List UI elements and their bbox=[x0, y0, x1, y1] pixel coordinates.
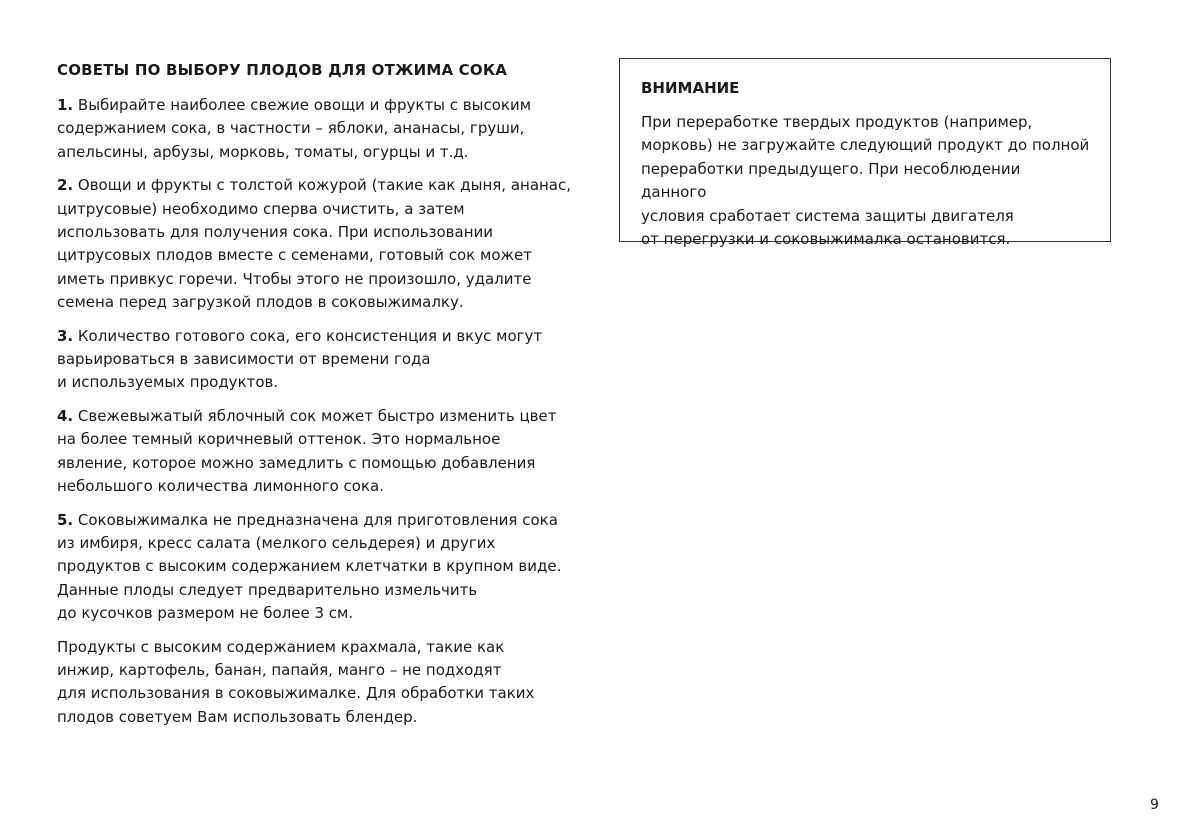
tip-number: 5. bbox=[57, 510, 74, 529]
tip-text: Выбирайте наиболее свежие овощи и фрукты с высоким содержанием сока, в частности – яблоки, ананасы, груши, апельсины, арбузы, морковь, томаты, огурцы и т.д. bbox=[57, 96, 532, 161]
tip-number: 2. bbox=[57, 176, 74, 195]
page-number: 9 bbox=[1150, 797, 1159, 813]
tip-number: 1. bbox=[57, 96, 74, 114]
section-title: СОВЕТЫ ПО ВЫБОРУ ПЛОДОВ ДЛЯ ОТЖИМА СОКА bbox=[57, 61, 508, 79]
tip-item-5 bbox=[57, 509, 587, 626]
warning-text: При переработке твердых продуктов (например, морковь) не загружайте следующий продукт до полной переработки предыдущего. При несоблюдении данного условия сработает система защиты двигателя от перегрузки и соковыжималка остановится. bbox=[641, 113, 1090, 249]
tip-text: Свежевыжатый яблочный сок может быстро изменить цвет на более темный коричневый оттенок. Это нормальное явление, которое можно замедлить с помощью добавления небольшого количества лимонного сока. bbox=[57, 406, 557, 496]
tip-text: Количество готового сока, его консистенция и вкус могут варьироваться в зависимости от времени года и используемых продуктов. bbox=[57, 326, 543, 392]
tip-item-3 bbox=[57, 325, 587, 395]
tip-number: 3. bbox=[57, 326, 74, 345]
warning-title: ВНИМАНИЕ bbox=[641, 79, 740, 97]
tip-text: Соковыжималка не предназначена для приготовления сока из имбиря, кресс салата (мелкого сельдерея) и других продуктов с высоким содержанием клетчатки в крупном виде. Данные плоды следует предварительно измельчить до кусочков размером не более 3 см. bbox=[57, 510, 562, 623]
tip-number: 4. bbox=[57, 406, 74, 425]
tip-item-1 bbox=[57, 94, 587, 164]
tip-item-4 bbox=[57, 405, 587, 499]
warning-box bbox=[619, 58, 1111, 249]
tips-section bbox=[57, 60, 587, 739]
tip-text: Овощи и фрукты с толстой кожурой (такие как дыня, ананас, цитрусовые) необходимо сперва очистить, а затем использовать для получения сока. При использовании цитрусовых плодов вместе с семенами, готовый сок может иметь привкус горечи. Чтобы этого не произошло, удалите семена перед загрузкой плодов в соковыжималку. bbox=[57, 176, 572, 312]
closing-paragraph: Продукты с высоким содержанием крахмала, такие как инжир, картофель, банан, папайя, манго – не подходят для использования в соковыжималке. Для обработки таких плодов советуем Вам использовать блендер. bbox=[57, 637, 535, 726]
tip-item-2 bbox=[57, 174, 587, 314]
